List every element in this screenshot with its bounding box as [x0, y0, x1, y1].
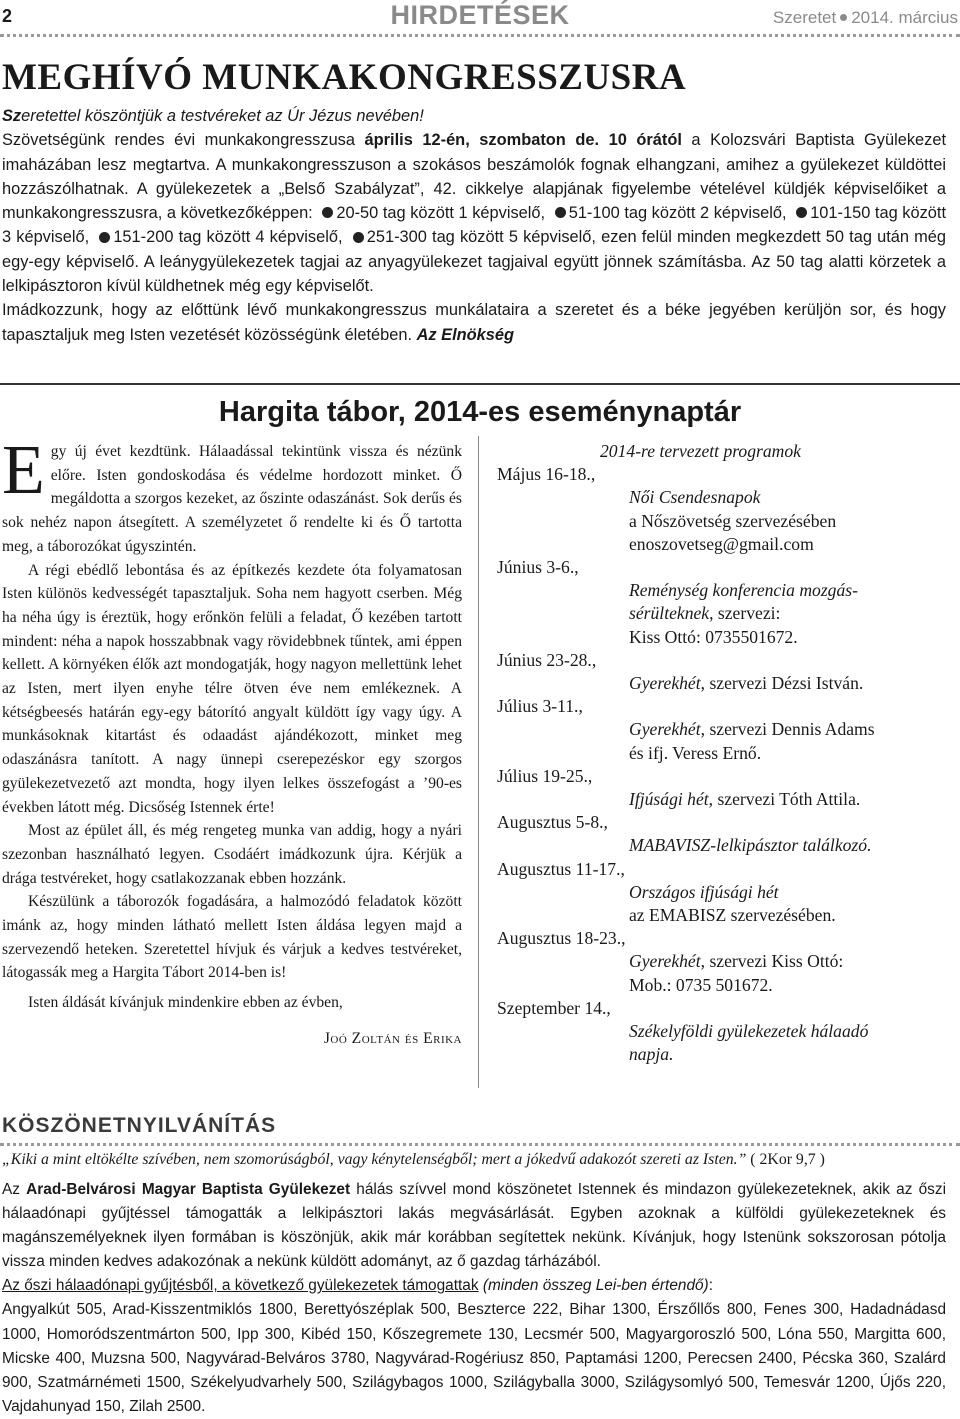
inv-sentence: Szövetségünk rendes évi munkakongresszusa	[2, 131, 365, 150]
inv-sentence: A leánygyülekezetek tagjai az anyagyülekezet tagjaival együtt jönnek számításba. Az 50 tag alatti körzetek a lelkipásztoron kívül küldhetnek még egy képviselőt.	[2, 252, 946, 296]
event-item	[497, 765, 957, 811]
event-organizer: , szervezi:	[709, 603, 781, 624]
bullet-icon	[555, 207, 566, 218]
event-info: enoszovetseg@gmail.com	[629, 533, 814, 554]
section-divider	[0, 383, 960, 385]
event-info: Kiss Ottó: 0735501672.	[629, 626, 798, 647]
event-name: Gyerekhét	[629, 719, 701, 740]
invitation-paragraph	[2, 128, 946, 298]
event-info: az EMABISZ szervezésében.	[629, 905, 836, 926]
bullet-icon	[322, 207, 333, 218]
delegate-rule: 20-50 tag között 1 képviselő,	[336, 204, 546, 223]
article-paragraph: Isten áldását kívánjuk mindenkire ebben az évben,	[28, 994, 343, 1012]
event-name: MABAVISZ-lelkipásztor találkozó.	[629, 835, 872, 856]
event-date: Augusztus 11-17.,	[497, 858, 625, 879]
event-date: Június 3-6.,	[497, 557, 579, 578]
section-title: HIRDETÉSEK	[390, 0, 570, 30]
thanks-paragraph	[2, 1178, 946, 1274]
delegate-rule: 51-100 tag között 2 képviselő,	[568, 204, 787, 223]
camp-article	[2, 432, 462, 1051]
event-date: Szeptember 14.,	[497, 997, 611, 1018]
inv-sentence: Imádkozzunk, hogy az előttünk lévő munkakongresszus munkálataira a szeretet és a béke jegyében kerüljön sor, és hogy tapasztaljuk meg Isten vezetését közösségünk életében.	[2, 301, 946, 344]
article-signature: Joó Zoltán és Erika	[323, 1029, 462, 1047]
event-info: és ifj. Veress Ernő.	[629, 742, 762, 763]
event-item	[497, 997, 957, 1067]
event-date: Augusztus 18-23.,	[497, 928, 626, 949]
paragraph-text: gy új évet kezdtünk. Hálaadással tekintünk vissza és nézünk előre. Isten gondoskodása és védelme hordozott minket. Ő megáldotta a szorgos kezeket, az őszinte odaszánást. Sok derűs és sok nehéz napon átsegített. A személyzetet ő rendelte ki és Ő tartotta meg, a táborozókat úgyszintén.	[2, 443, 462, 555]
event-detail	[629, 510, 957, 533]
delegate-rule: 101-150 tag között 3 képviselő,	[2, 204, 947, 247]
event-detail	[629, 788, 957, 811]
event-organizer: , szervezi Kiss Ottó:	[700, 951, 844, 972]
greeting-initial: Sz	[2, 107, 22, 125]
quote-text: „Kiki a mint eltökélte szívében, nem szomorúságból, vagy kénytelenségből; mert a jókedvű adakozót szereti az Isten.”	[2, 1151, 747, 1168]
event-name: sérülteknek	[629, 603, 710, 624]
event-schedule	[497, 440, 957, 1066]
bullet-icon	[840, 14, 847, 21]
article-paragraph: A régi ebédlő lebontása és az építkezés kezdete óta folyamatosan Isten különös kedvességét tapasztaljuk. Soha nem hagyott cserben. Még ha néha úgy is éreztük, hogy erőnkön felüli a feladat, Ő kezében tartott mindent: néha a napok hosszabbnak vagy rövidebbnek tűntek, ami éppen kellett. A környéken élők azt mondogatják, hogy nagyon mellettünk lehet az Isten, mert ilyen enyhe télre ötven éve nem emlékeznek. A kétségbeesés határán egy-egy bátorító angyalt küldött így vagy úgy. A munkásoknak kitartást és odaadást ajándékozott, minket meg odaszánásra tanított. A nagy ünnepi cserepezéskor egy szorgos gyülekezetvezető azt mondta, hogy ilyen lelkes összefogást a ’90-es években látott még. Dicsőség Istennek érte!	[2, 561, 462, 816]
event-date: Augusztus 5-8.,	[497, 812, 608, 833]
thanks-body	[2, 1178, 946, 1419]
invitation-greeting	[2, 104, 946, 128]
schedule-title: 2014-re tervezett programok	[600, 441, 801, 461]
event-detail	[629, 626, 957, 649]
article-paragraph	[2, 432, 462, 559]
event-organizer: , szervezi Dennis Adams	[700, 719, 875, 740]
donors-note: (minden összeg Lei-ben értendő)	[478, 1277, 709, 1295]
event-detail	[629, 950, 957, 973]
article-paragraph: Készülünk a táborozók fogadására, a halmozódó feladatok között imánk az, hogy minden látható mellett Isten áldása legyen majd a szervezendő heteken. Szeretettel hívjuk és várjuk a kedves testvéreket, látogassák meg a Hargita Tábort 2014-ben is!	[2, 893, 462, 982]
event-name: Gyerekhét	[629, 673, 701, 694]
event-date: Május 16-18.,	[497, 464, 596, 485]
event-detail	[629, 834, 957, 857]
issue-info	[773, 8, 958, 28]
event-name: Női Csendesnapok	[629, 487, 761, 508]
delegate-rule: 251-300 tag között 5 képviselő, ezen felül minden megkezdett 50 tag után még egy-egy képviselő.	[2, 228, 947, 271]
event-detail	[629, 602, 957, 625]
event-detail	[629, 881, 957, 904]
church-name: Arad-Belvárosi Magyar Baptista Gyülekezet	[26, 1181, 351, 1198]
event-item	[497, 463, 957, 556]
page-header	[0, 0, 960, 36]
event-item	[497, 695, 957, 765]
invitation-body	[2, 104, 946, 347]
donors-heading-text: Az őszi hálaadónapi gyűjtésből, a következő gyülekezetek támogattak	[2, 1277, 479, 1295]
donors-colon: :	[708, 1277, 713, 1295]
column-divider	[478, 436, 479, 1088]
thanks-text: hálás szívvel mond köszönetet Istennek és mindazon gyülekezeteknek, akik az őszi hálaadónapi gyűjtéssel támogatták a lelkipásztori lakás megvásárlását. Egyben azoknak a külföldi gyülekezeteknek és magánszemélyeknek ilyen formában is köszönjük, akik már korábban segítettek nekünk. Kívánjuk, hogy Istenünk sokszorosan pótolja vissza minden kedves adakozónak a nekünk küldött adományt, az ő gazdag tárházából.	[2, 1181, 946, 1271]
invitation-signature: Az Elnökség	[416, 325, 515, 344]
event-info: a Nőszövetség szervezésében	[629, 510, 837, 531]
bullet-icon	[796, 207, 807, 218]
event-item	[497, 556, 957, 649]
camp-title: Hargita tábor, 2014-es eseménynaptár	[218, 396, 742, 428]
inv-sentence: a Kolozsvári Baptista Gyülekezet imaházában lesz megtartva.	[2, 131, 947, 174]
page-number: 2	[2, 6, 13, 26]
event-item	[497, 649, 957, 695]
event-name: Székelyföldi gyülekezetek hálaadó	[629, 1021, 869, 1042]
bullet-icon	[353, 232, 364, 243]
bullet-icon	[99, 232, 110, 243]
event-detail	[629, 1020, 957, 1043]
publication-name: Szeretet	[772, 8, 837, 27]
event-name: Gyerekhét	[629, 951, 701, 972]
event-date: Június 23-28.,	[497, 649, 597, 670]
event-detail	[629, 533, 957, 556]
event-detail	[629, 579, 957, 602]
issue-date: 2014. március	[851, 8, 958, 27]
event-date: Július 19-25.,	[497, 765, 593, 786]
greeting-text: eretettel köszöntjük a testvéreket az Úr Jézus nevében!	[21, 107, 424, 125]
event-detail	[629, 742, 957, 765]
event-detail	[629, 904, 957, 927]
congress-date: április 12-én, szombaton de. 10 órától	[364, 131, 682, 150]
thanks-text: Az	[2, 1181, 27, 1198]
event-item	[497, 927, 957, 997]
event-name: Ifjúsági hét	[629, 789, 709, 810]
event-name: napja.	[629, 1044, 674, 1065]
event-list	[497, 463, 957, 1066]
event-name: Országos ifjúsági hét	[629, 881, 779, 902]
event-detail	[629, 718, 957, 741]
event-organizer: , szervezi Tóth Attila.	[708, 789, 861, 810]
event-name: Reménység konferencia mozgás-	[629, 580, 858, 601]
event-organizer: , szervezi Dézsi István.	[700, 673, 864, 694]
donors-list: Angyalkút 505, Arad-Kisszentmiklós 1800, Berettyószéplak 500, Beszterce 222, Bihar 1300, Érszőllős 800, Fenes 300, Hadadnádasd 1000, Homoródszentmárton 500, Ipp 300, Kibéd 150, Kőszegremete 130, Lecsmér 500, Magyargoroszló 500, Lóna 550, Margitta 600, Micske 400, Muzsna 500, Nagyvárad-Belváros 3780, Nagyvárad-Rogériusz 850, Paptamási 1200, Perecsen 2400, Pécska 360, Szalárd 900, Szatmárnémeti 1500, Székelyudvarhely 500, Szilágybagos 1000, Szilágyballa 3000, Szilágysomlyó 500, Temesvár 1200, Újős 220, Vajdahunyad 150, Zilah 2500.	[2, 1301, 946, 1415]
thanks-title: KÖSZÖNETNYILVÁNÍTÁS	[2, 1114, 277, 1137]
event-detail	[629, 974, 957, 997]
header-divider	[0, 34, 960, 40]
event-date: Július 3-11.,	[497, 696, 583, 717]
event-info: Mob.: 0735 501672.	[629, 974, 773, 995]
event-item	[497, 858, 957, 928]
inv-sentence: A munkakongresszuson a szokásos beszámolók fognak elhangzani, amihez a gyülekezet küldöttei hozzászólhatnak. A gyülekezetek a „Belső Szabályzat”, 42. cikkelye alapjának figyelembe vételével küldjék képviselőiket a munkakongresszusra, a következőképpen:	[2, 155, 946, 223]
invitation-title: MEGHÍVÓ MUNKAKONGRESSZUSRA	[2, 57, 687, 98]
donors-heading	[2, 1274, 946, 1298]
thanks-divider	[0, 1143, 960, 1146]
invitation-closing	[2, 298, 946, 347]
delegate-rule: 151-200 tag között 4 képviselő,	[113, 228, 343, 247]
event-detail	[629, 672, 957, 695]
event-detail	[629, 486, 957, 509]
event-item	[497, 811, 957, 857]
bible-quote	[2, 1151, 960, 1169]
quote-reference: ( 2Kor 9,7 )	[746, 1151, 825, 1168]
event-detail	[629, 1043, 957, 1066]
article-paragraph: Most az épület áll, és még rengeteg munka van addig, hogy a nyári szezonban használható legyen. Csodáért imádkozunk újra. Kérjük a drága testvéreket, hogy csatlakozzanak ebben hozzánk.	[2, 822, 462, 887]
drop-cap: E	[2, 432, 45, 509]
